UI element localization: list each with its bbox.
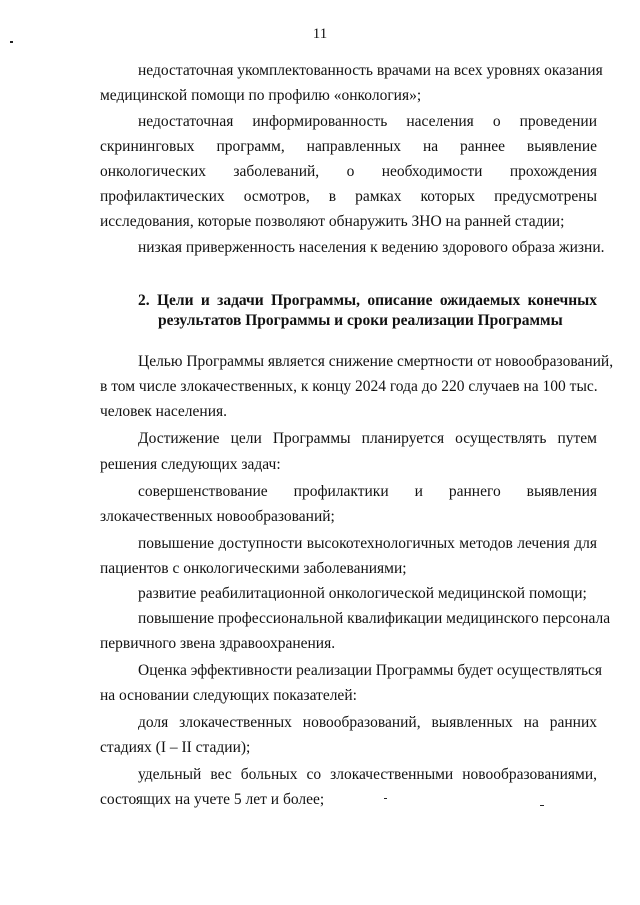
text-line: человек населения. xyxy=(100,403,228,420)
text-line: первичного звена здравоохранения. xyxy=(100,635,336,652)
text-line: Оценка эффективности реализации Программы будет осуществляться xyxy=(138,662,603,679)
text-line: низкая приверженность населения к ведению здорового образа жизни. xyxy=(138,239,605,256)
text-line: злокачественных новообразований; xyxy=(100,508,335,525)
text-line: состоящих на учете 5 лет и более; xyxy=(100,791,325,808)
text-line: доля злокачественных новообразований, выявленных на ранних xyxy=(138,714,597,731)
text-line: недостаточная информированность населения о проведении xyxy=(138,113,597,130)
text-line: повышение профессиональной квалификации медицинского персонала xyxy=(138,610,611,627)
text-line: решения следующих задач: xyxy=(100,456,281,473)
text-line: медицинской помощи по профилю «онкология»; xyxy=(100,87,422,104)
scan-speck xyxy=(10,41,13,43)
text-line: совершенствование профилактики и раннего выявления xyxy=(138,483,597,500)
section-heading: результатов Программы и сроки реализации Программы xyxy=(158,312,563,329)
text-line: онкологических заболеваний, о необходимости прохождения xyxy=(100,163,597,180)
page-number: 11 xyxy=(312,26,328,42)
text-line: на основании следующих показателей: xyxy=(100,687,357,704)
text-line: исследования, которые позволяют обнаружить ЗНО на ранней стадии; xyxy=(100,213,565,230)
text-line: развитие реабилитационной онкологической медицинской помощи; xyxy=(138,585,587,602)
text-line: Достижение цели Программы планируется осуществлять путем xyxy=(138,430,597,447)
text-line: пациентов с онкологическими заболеваниями; xyxy=(100,560,407,577)
section-heading: 2. Цели и задачи Программы, описание ожидаемых конечных xyxy=(138,292,597,309)
text-line: в том числе злокачественных, к концу 2024 года до 220 случаев на 100 тыс. xyxy=(100,378,598,395)
text-line: недостаточная укомплектованность врачами на всех уровнях оказания xyxy=(138,62,603,79)
text-line: стадиях (I – II стадии); xyxy=(100,739,251,756)
scan-speck xyxy=(540,805,544,806)
text-line: Целью Программы является снижение смертности от новообразований, xyxy=(138,353,614,370)
scan-speck xyxy=(384,798,387,799)
text-line: скрининговых программ, направленных на раннее выявление xyxy=(100,138,597,155)
text-line: профилактических осмотров, в рамках которых предусмотрены xyxy=(100,188,597,205)
text-line: удельный вес больных со злокачественными новообразованиями, xyxy=(138,766,597,783)
text-line: повышение доступности высокотехнологичных методов лечения для xyxy=(138,535,597,552)
